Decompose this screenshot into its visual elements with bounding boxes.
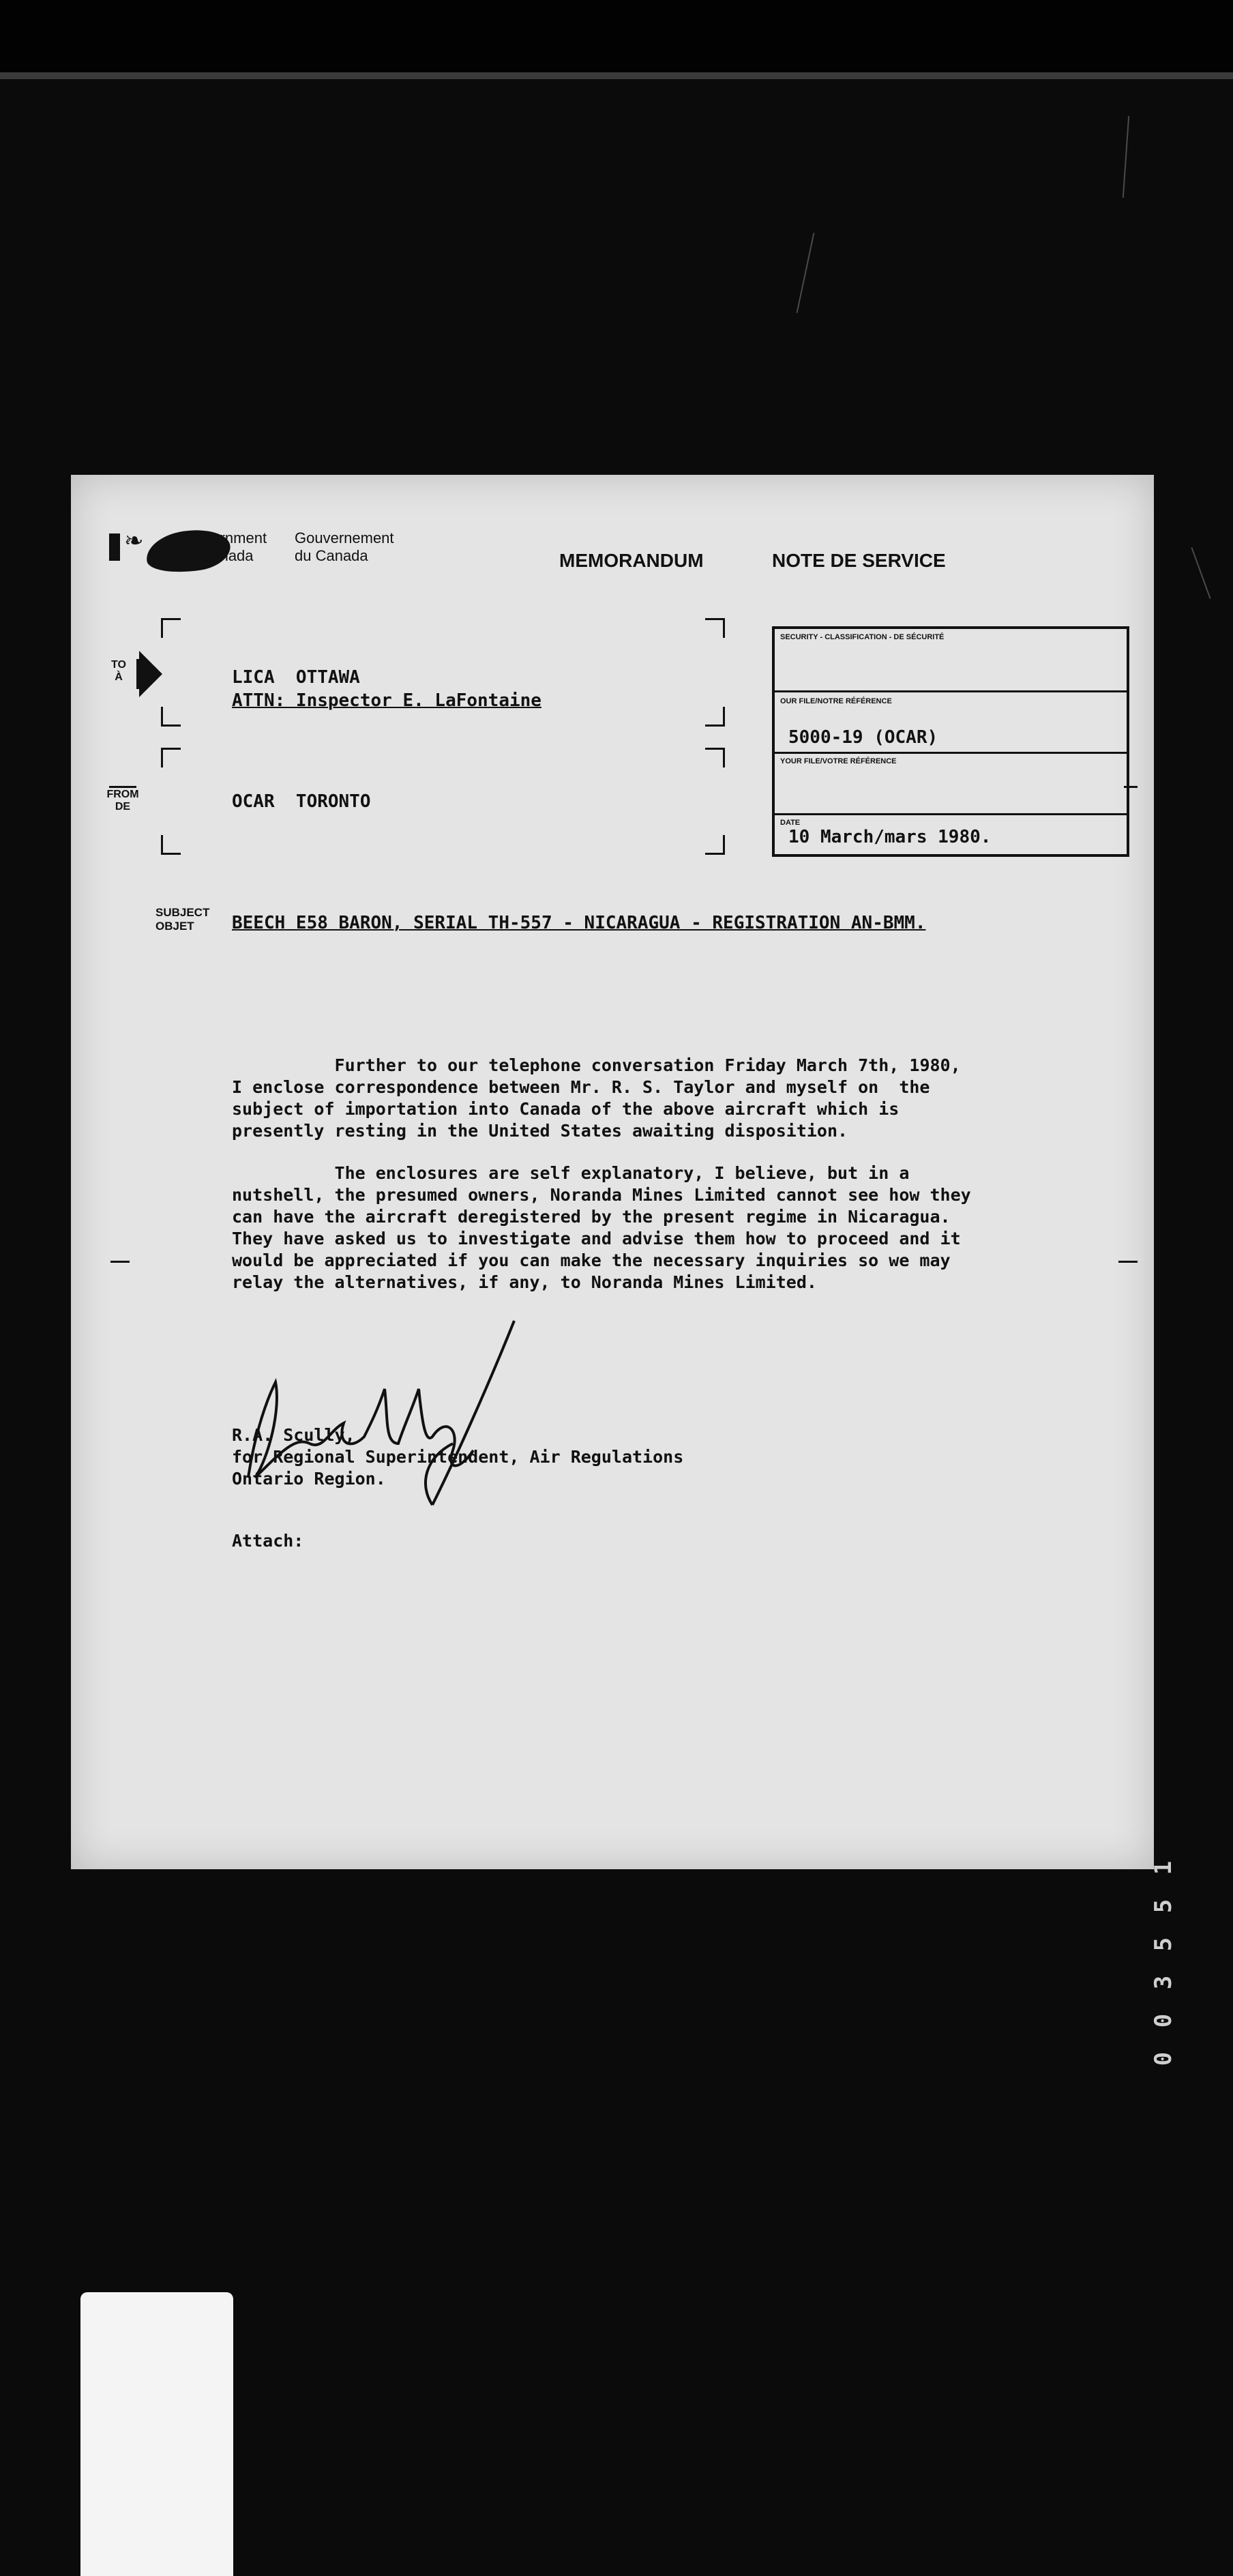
film-leader-tab bbox=[80, 2292, 233, 2576]
margin-dash bbox=[110, 1261, 130, 1263]
to-attention-line: ATTN: Inspector E. LaFontaine bbox=[232, 690, 541, 711]
film-scratch bbox=[797, 233, 815, 313]
memorandum-heading: MEMORANDUM bbox=[559, 550, 704, 571]
film-scratch bbox=[1191, 547, 1210, 599]
body-line: presently resting in the United States awaiting disposition. bbox=[232, 1121, 848, 1141]
from-label: FROM DE bbox=[106, 789, 139, 813]
reference-row-divider bbox=[775, 813, 1127, 815]
body-line: The enclosures are self explanatory, I believe, but in a bbox=[232, 1163, 910, 1183]
signer-name: R.A. Scully, bbox=[232, 1425, 355, 1445]
attach-label: Attach: bbox=[232, 1531, 304, 1551]
from-address-line1: OCAR TORONTO bbox=[232, 791, 371, 812]
to-address-line1: LICA OTTAWA bbox=[232, 667, 360, 688]
frame-digit: 1 bbox=[1150, 1860, 1177, 1875]
body-paragraph-1 bbox=[232, 1055, 1064, 1142]
reference-row-divider bbox=[775, 752, 1127, 754]
body-line: nutshell, the presumed owners, Noranda Mines Limited cannot see how they bbox=[232, 1185, 971, 1205]
film-frame-number bbox=[1150, 1849, 1177, 2108]
maple-leaf-icon: ❧ bbox=[124, 527, 144, 555]
to-arrow-icon bbox=[139, 651, 162, 697]
frame-digit: 0 bbox=[1150, 2051, 1177, 2066]
subject-text: BEECH E58 BARON, SERIAL TH-557 - NICARAGUA - REGISTRATION AN-BMM. bbox=[232, 913, 926, 933]
signer-title: for Regional Superintendent, Air Regulations bbox=[232, 1447, 684, 1467]
frame-digit: 5 bbox=[1150, 1937, 1177, 1952]
to-label: TO À bbox=[111, 659, 126, 683]
signature-block bbox=[232, 1424, 683, 1490]
subject-label: SUBJECT OBJET bbox=[155, 906, 210, 933]
film-top-strip bbox=[0, 0, 1233, 72]
frame-digit: 0 bbox=[1150, 2013, 1177, 2028]
reference-row-divider bbox=[775, 690, 1127, 692]
from-frame-corner bbox=[705, 748, 725, 767]
body-line: I enclose correspondence between Mr. R. S. Taylor and myself on the bbox=[232, 1077, 930, 1097]
film-scratch bbox=[1123, 116, 1129, 198]
our-file-label: OUR FILE/NOTRE RÉFÉRENCE bbox=[780, 697, 892, 705]
film-edge-line bbox=[0, 72, 1233, 79]
from-frame-corner bbox=[161, 748, 181, 767]
body-line: They have asked us to investigate and advise them how to proceed and it bbox=[232, 1229, 961, 1248]
body-line: would be appreciated if you can make the necessary inquiries so we may bbox=[232, 1250, 951, 1270]
margin-dash bbox=[1118, 1261, 1138, 1263]
our-file-value: 5000-19 (OCAR) bbox=[788, 727, 938, 748]
signer-region: Ontario Region. bbox=[232, 1469, 386, 1489]
from-frame-corner bbox=[161, 835, 181, 855]
from-frame-corner bbox=[705, 835, 725, 855]
to-frame-corner bbox=[705, 707, 725, 727]
gov-name-en: Government of Canada bbox=[184, 529, 267, 564]
reference-box bbox=[772, 626, 1129, 857]
to-frame-corner bbox=[705, 618, 725, 638]
flag-bar-icon bbox=[109, 533, 120, 561]
to-frame-corner bbox=[161, 707, 181, 727]
note-de-service-heading: NOTE DE SERVICE bbox=[772, 550, 946, 571]
body-line: can have the aircraft deregistered by the present regime in Nicaragua. bbox=[232, 1207, 951, 1227]
your-file-label: YOUR FILE/VOTRE RÉFÉRENCE bbox=[780, 757, 897, 765]
body-paragraph-2 bbox=[232, 1162, 1064, 1293]
from-dash bbox=[109, 786, 136, 788]
date-label: DATE bbox=[780, 819, 801, 827]
frame-digit: 3 bbox=[1150, 1975, 1177, 1990]
body-line: Further to our telephone conversation Friday March 7th, 1980, bbox=[232, 1055, 961, 1075]
body-line: relay the alternatives, if any, to Noranda Mines Limited. bbox=[232, 1272, 817, 1292]
body-line: subject of importation into Canada of the above aircraft which is bbox=[232, 1099, 900, 1119]
to-frame-corner bbox=[161, 618, 181, 638]
gov-name-fr: Gouvernement du Canada bbox=[295, 529, 394, 564]
security-label: SECURITY - CLASSIFICATION - DE SÉCURITÉ bbox=[780, 633, 945, 641]
memo-sheet bbox=[71, 475, 1154, 1869]
frame-digit: 5 bbox=[1150, 1899, 1177, 1914]
date-value: 10 March/mars 1980. bbox=[788, 827, 992, 847]
margin-tick bbox=[1124, 786, 1138, 788]
